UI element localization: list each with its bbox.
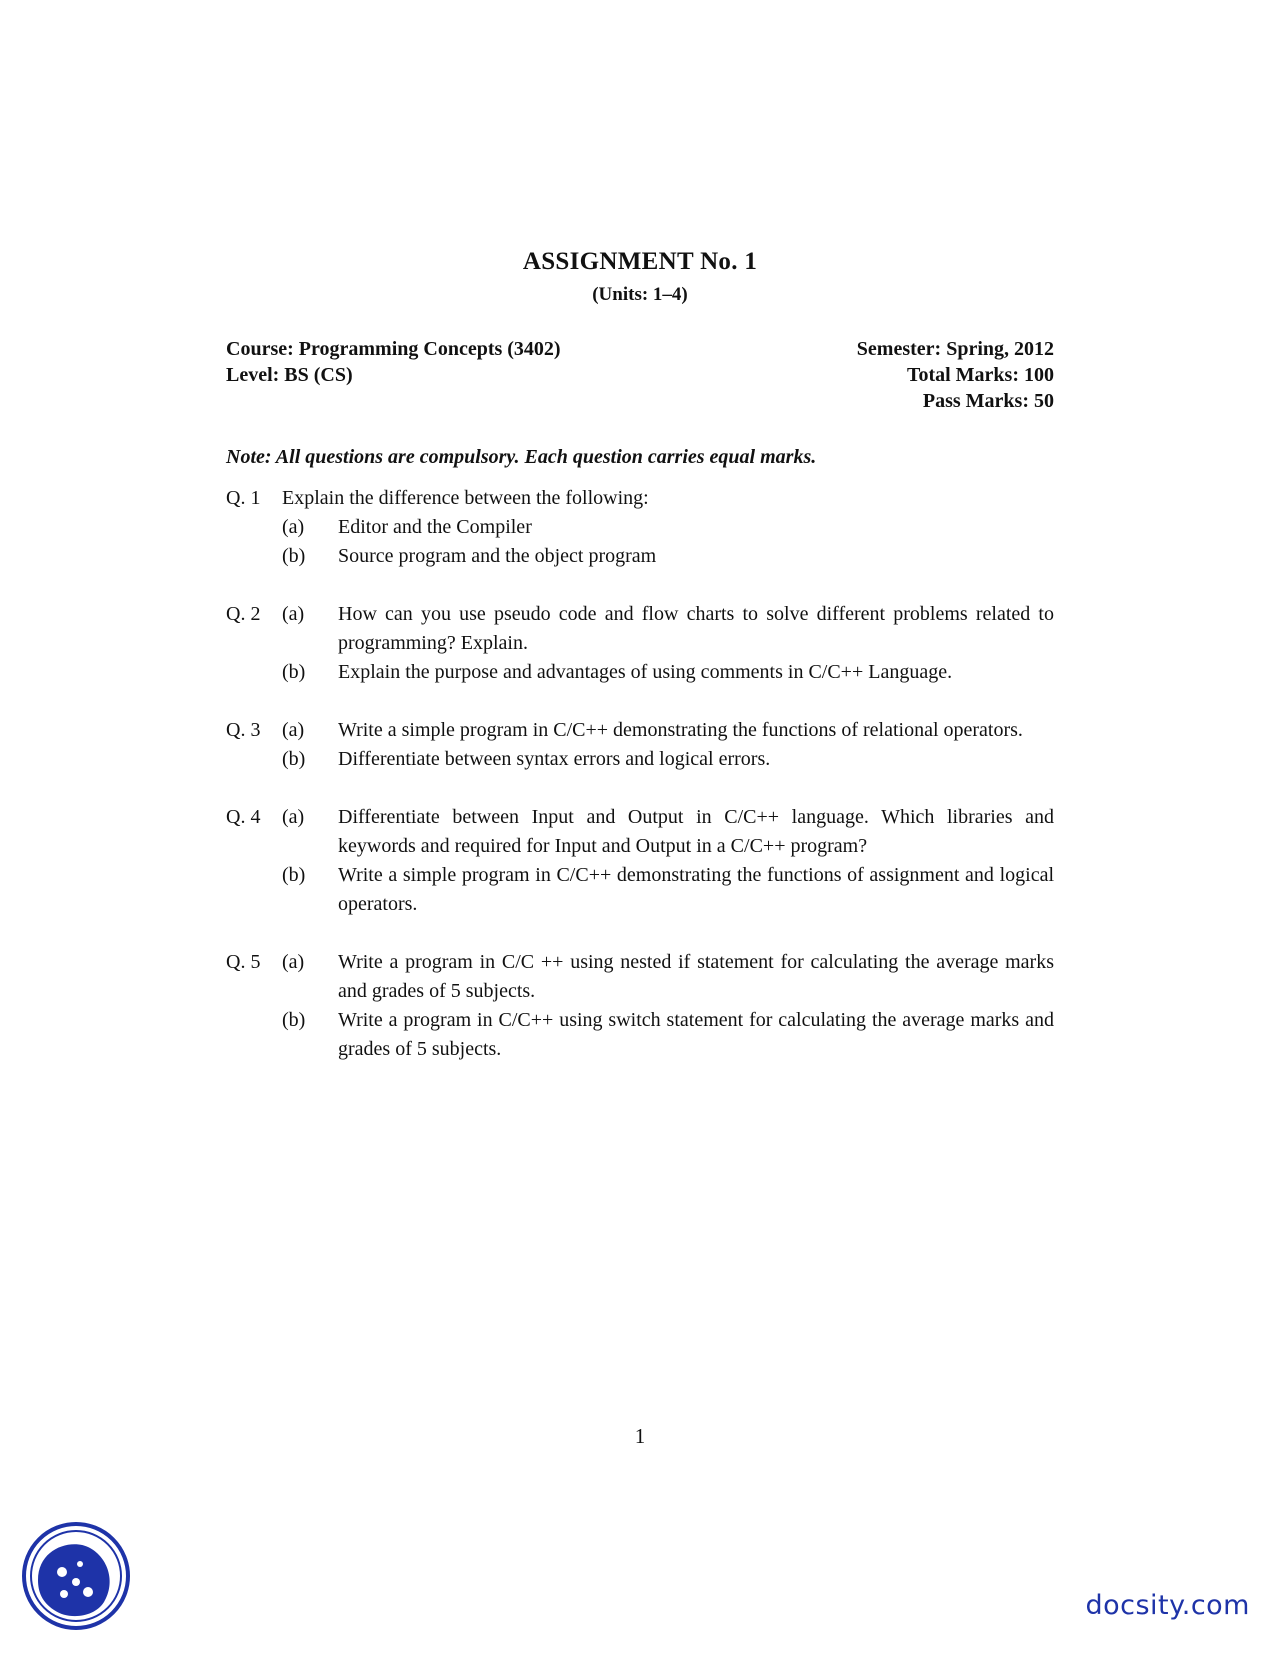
part-label: (a): [282, 603, 305, 625]
docsity-logo-icon[interactable]: [20, 1520, 132, 1632]
question-part: [226, 803, 1054, 861]
question-number: Q. 2: [226, 603, 261, 625]
question-part: [226, 658, 1054, 687]
part-text: Editor and the Compiler: [338, 516, 532, 538]
question-part: [226, 948, 1054, 1006]
docsity-brand-link[interactable]: docsity.com: [1085, 1590, 1250, 1621]
part-label: (a): [282, 719, 305, 741]
question-5: [226, 948, 1054, 1064]
pass-marks-label: Pass Marks: 50: [922, 390, 1054, 412]
question-part: [226, 600, 1054, 658]
part-label: (b): [282, 545, 306, 567]
part-text: Write a program in C/C++ using switch statement for calculating the average marks and grades of 5 subjects.: [338, 1009, 1054, 1060]
part-text: Source program and the object program: [338, 545, 657, 567]
part-text: Explain the purpose and advantages of using comments in C/C++ Language.: [338, 661, 953, 683]
part-label: (a): [282, 516, 305, 538]
question-part: [226, 745, 1054, 774]
units-subtitle: (Units: 1–4): [592, 284, 688, 305]
part-text: Write a simple program in C/C++ demonstrating the functions of assignment and logical operators.: [338, 864, 1054, 915]
marks-info: [857, 336, 1054, 414]
part-label: (a): [282, 951, 305, 973]
question-part: [226, 716, 1054, 745]
question-part: [226, 513, 1054, 542]
question-part: [226, 1006, 1054, 1064]
question-1: [226, 484, 1054, 571]
part-text: How can you use pseudo code and flow charts to solve different problems related to programming? Explain.: [338, 603, 1054, 654]
question-2: [226, 600, 1054, 687]
question-3: [226, 716, 1054, 774]
total-marks-label: Total Marks: 100: [906, 364, 1054, 386]
assignment-title: ASSIGNMENT No. 1: [522, 248, 758, 275]
question-part: [226, 861, 1054, 919]
question-list: [226, 484, 1054, 1093]
part-text: Differentiate between Input and Output in C/C++ language. Which libraries and keywords and required for Input and Output in a C/C++ program?: [338, 806, 1054, 857]
semester-label: Semester: Spring, 2012: [856, 338, 1054, 360]
course-info: [226, 336, 561, 388]
question-4: [226, 803, 1054, 919]
part-label: (a): [282, 806, 305, 828]
course-label: Course: Programming Concepts (3402): [226, 338, 561, 360]
page-number: 1: [634, 1424, 646, 1448]
question-part: [226, 542, 1054, 571]
part-text: Write a simple program in C/C++ demonstrating the functions of relational operators.: [338, 719, 1023, 741]
instructions-note: Note: All questions are compulsory. Each question carries equal marks.: [226, 446, 817, 468]
part-text: Differentiate between syntax errors and logical errors.: [338, 748, 771, 770]
level-label: Level: BS (CS): [226, 364, 353, 386]
part-label: (b): [282, 748, 306, 770]
part-label: (b): [282, 1009, 306, 1031]
question-number: Q. 3: [226, 719, 261, 741]
question-number: Q. 1: [226, 487, 261, 509]
part-label: (b): [282, 864, 306, 886]
question-stem: Explain the difference between the following:: [282, 487, 649, 509]
part-text: Write a program in C/C ++ using nested if statement for calculating the average marks and grades of 5 subjects.: [338, 951, 1054, 1002]
question-number: Q. 5: [226, 951, 261, 973]
part-label: (b): [282, 661, 306, 683]
question-number: Q. 4: [226, 806, 261, 828]
